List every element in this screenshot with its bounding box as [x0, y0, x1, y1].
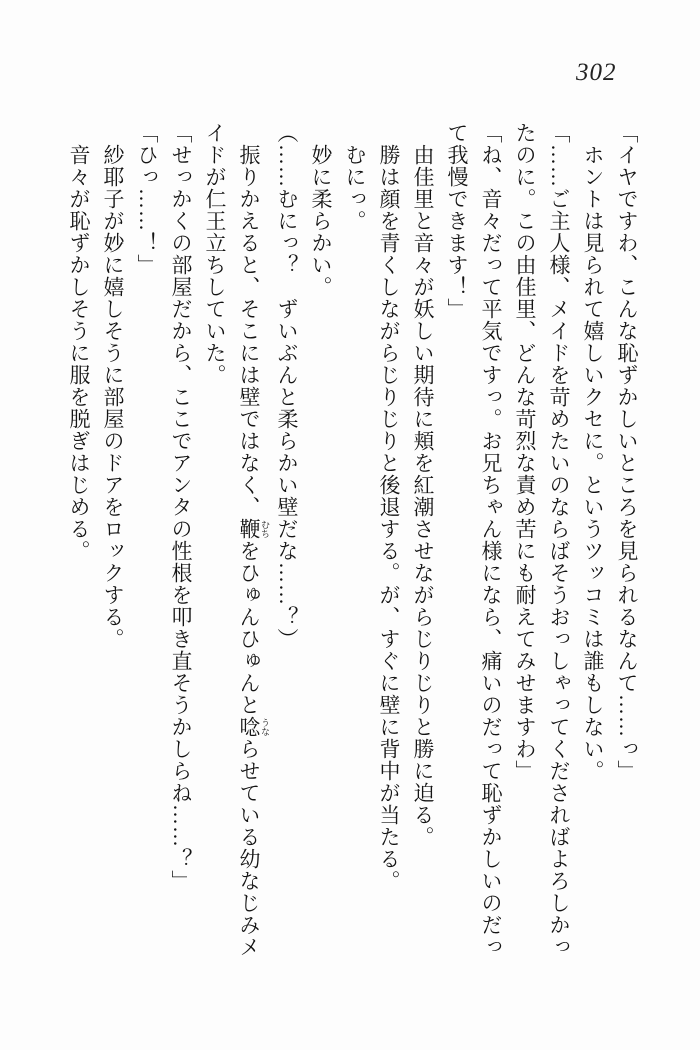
- text-line: 「……ご主人様、メイドを苛めたいのならばそうおっしゃってくださればよろしかっ: [547, 122, 571, 958]
- text-line: 紗耶子が妙に嬉しそうに部屋のドアをロックする。: [101, 144, 125, 650]
- text-line: 由佳里と音々が妖しい期待に頬を紅潮させながらじりじりと勝に迫る。: [411, 144, 435, 848]
- furigana-ruby: 唸 うな: [237, 716, 270, 738]
- text-line: ホントは見られて嬉しいクセに。というツッコミは誰もしない。: [581, 144, 605, 782]
- text-line: 「ひっ……！」: [135, 122, 159, 276]
- text-line: 妙に柔らかい。: [309, 144, 333, 298]
- text-line: 「ね、音々だって平気ですっ。お兄ちゃん様になら、痛いのだって恥ずかしいのだっ: [479, 122, 503, 958]
- text-line: 「イヤですわ、こんな恥ずかしいところを見られるなんて……っ」: [615, 122, 639, 782]
- text-line: 勝は顔を青くしながらじりじりと後退する。が、すぐに壁に背中が当たる。: [377, 144, 401, 892]
- text-line: イドが仁王立ちしていた。: [203, 122, 227, 386]
- text-line: 「せっかくの部屋だから、ここでアンタの性根を叩き直そうかしらね……？」: [169, 122, 193, 892]
- text-line: たのに。この由佳里、どんな苛烈な責め苦にも耐えてみせますわ」: [513, 122, 537, 782]
- text-line: （……むにっ？ ずいぶんと柔らかい壁だな……？）: [275, 122, 299, 650]
- text-line: 音々が恥ずかしそうに服を脱ぎはじめる。: [67, 144, 91, 562]
- furigana-ruby: 鞭 むち: [237, 518, 270, 540]
- text-line: 振りかえると、そこには壁ではなく、鞭 むちをひゅんひゅんと唸 うならせている幼なじみメ: [237, 144, 270, 958]
- body-text: [62, 122, 644, 974]
- text-line: て我慢できます！」: [445, 122, 469, 320]
- page-number: 302: [576, 59, 617, 86]
- text-line: むにっ。: [343, 144, 367, 232]
